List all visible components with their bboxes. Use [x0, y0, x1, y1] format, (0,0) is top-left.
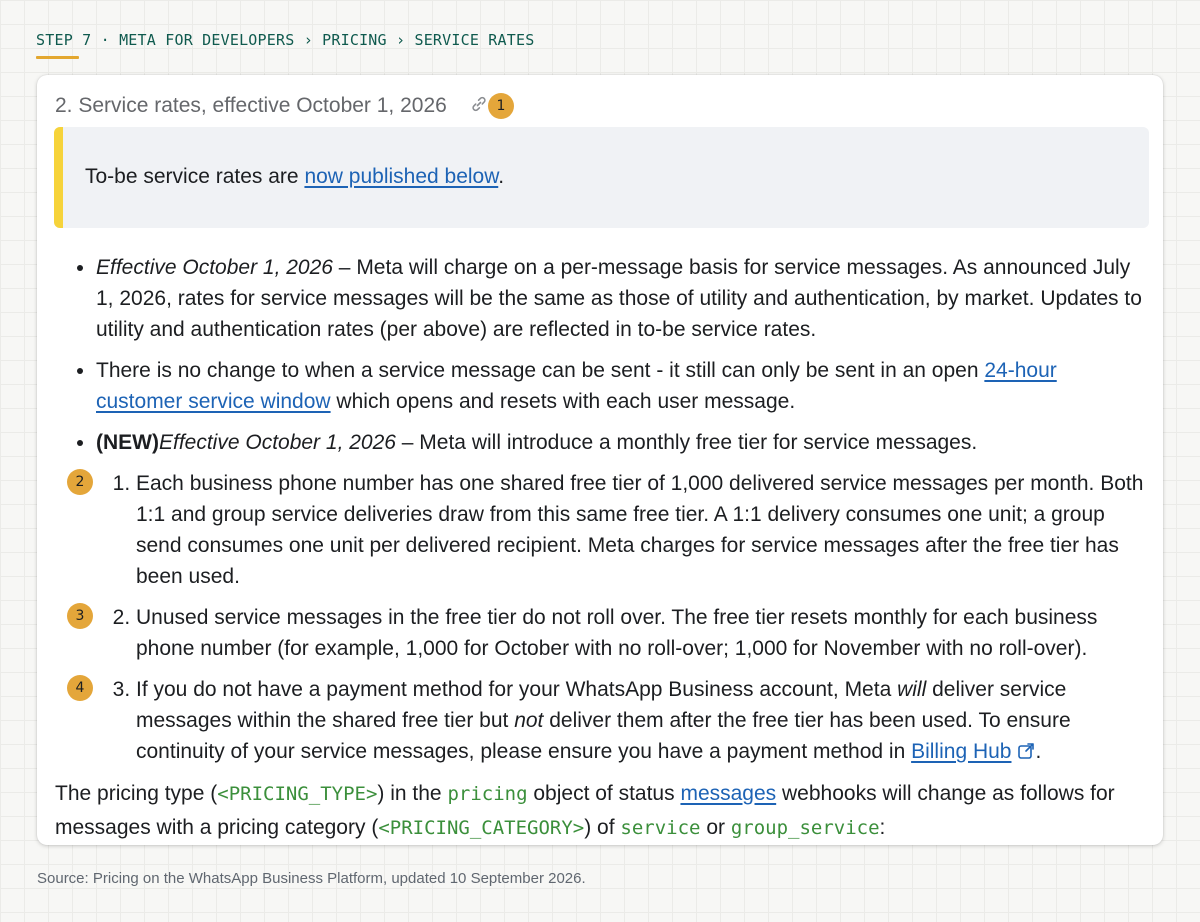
list-item: • Effective October 1, 2026 – Meta will charge on a per-message basis for service messages. As announced July 1, 2026, rates for service messages will be the same as those of utility and authentication, by market. Updates to utility and authentication rates (per above) are reflected in to-be service rates. [96, 252, 1148, 345]
callout-text: To-be service rates are now published below. [85, 165, 505, 188]
numbered-list [55, 468, 1148, 767]
list-item: • There is no change to when a service message can be sent - it still can only be sent in an open 24-hour customer service window which opens and resets with each user message. [96, 355, 1148, 417]
external-link-icon [1017, 742, 1035, 760]
source-caption: Source: Pricing on the WhatsApp Business Platform, updated 10 September 2026. [37, 870, 586, 887]
callout-accent-bar [54, 127, 63, 228]
step-badge-3: 3 [67, 603, 93, 629]
breadcrumb: STEP 7 · META FOR DEVELOPERS › PRICING › SERVICE RATES [36, 31, 535, 49]
step-badge-2: 2 [67, 469, 93, 495]
code-service: service [620, 817, 701, 839]
now-published-link[interactable]: now published below [304, 165, 499, 188]
code-group-service: group_service [730, 817, 880, 839]
list-item: • (NEW)Effective October 1, 2026 – Meta will introduce a monthly free tier for service messages. [96, 427, 1148, 458]
breadcrumb-underline [36, 56, 79, 59]
customer-service-window-link[interactable]: 24-hour customer service window [96, 359, 1057, 413]
code-pricing-type: <PRICING_TYPE> [217, 783, 378, 805]
code-pricing: pricing [447, 783, 528, 805]
content-card [37, 75, 1163, 845]
bullet-list [55, 252, 1148, 458]
main-content [55, 252, 1148, 845]
list-item: 2. Unused service messages in the free tier do not roll over. The free tier resets monthly for each business phone number (for example, 1,000 for October with no roll-over; 1,000 for November with no roll-over). [136, 602, 1148, 664]
pricing-paragraph: The pricing type (<PRICING_TYPE>) in the pricing object of status messages webhooks will change as follows for messages with a pricing category (<PRICING_CATEGORY>) of service or group_service: [55, 782, 1115, 839]
step-badge-4: 4 [67, 675, 93, 701]
callout-box [54, 127, 1149, 228]
code-pricing-category: <PRICING_CATEGORY> [378, 817, 585, 839]
billing-hub-link[interactable]: Billing Hub [911, 740, 1012, 763]
messages-link[interactable]: messages [680, 782, 777, 805]
link-icon[interactable] [470, 95, 488, 113]
step-badge-1: 1 [488, 93, 514, 119]
section-heading: 2. Service rates, effective October 1, 2026 [55, 94, 447, 117]
list-item: 1. Each business phone number has one shared free tier of 1,000 delivered service messages per month. Both 1:1 and group service deliveries draw from this same free tier. A 1:1 delivery consumes one unit; a group send consumes one unit per delivered recipient. Meta charges for service messages after the free tier has been used. [136, 468, 1148, 592]
list-item: 3. If you do not have a payment method for your WhatsApp Business account, Meta will deliver service messages within the shared free tier but not deliver them after the free tier has been used. To ensure continuity of your service messages, please ensure you have a payment method in Billing Hub . [136, 674, 1148, 767]
